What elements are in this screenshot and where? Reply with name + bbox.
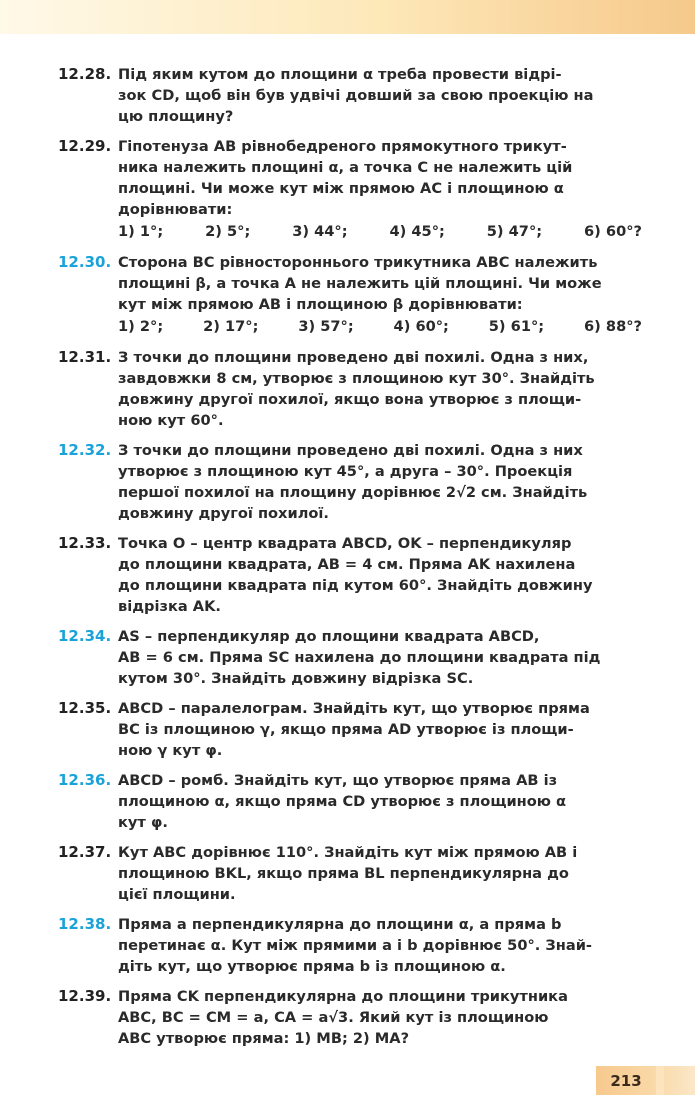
problem-line: утворює з площиною кут 45°, а друга – 30°. Проекція <box>118 463 573 480</box>
answer-options <box>118 315 646 338</box>
problem-item <box>58 770 646 833</box>
problem-line: ABCD – ромб. Знайдіть кут, що утворює пряма AB із <box>118 772 558 789</box>
problem-item <box>58 914 646 977</box>
problem-number: 12.32. <box>58 441 112 459</box>
problem-text <box>118 914 646 977</box>
problem-item <box>58 986 646 1049</box>
problem-line: перетинає α. Кут між прямими a і b дорівнює 50°. Знай- <box>118 937 592 954</box>
page-number: 213 <box>610 1072 642 1090</box>
problem-line: З точки до площини проведено дві похилі. Одна з них <box>118 442 583 459</box>
problem-line: ною γ кут φ. <box>118 742 223 759</box>
problem-item <box>58 626 646 689</box>
problem-line: до площини квадрата під кутом 60°. Знайдіть довжину <box>118 577 593 594</box>
problem-line: площиною BKL, якщо пряма BL перпендикулярна до <box>118 865 569 882</box>
problem-line: ABCD – паралелограм. Знайдіть кут, що утворює пряма <box>118 700 590 717</box>
problem-text <box>118 64 646 127</box>
problem-line: Кут ABC дорівнює 110°. Знайдіть кут між прямою AB і <box>118 844 578 861</box>
problem-text <box>118 626 646 689</box>
answer-option: 1) 2°; <box>118 318 164 335</box>
problem-line: цієї площини. <box>118 886 236 903</box>
answer-option: 3) 44°; <box>292 223 348 240</box>
answer-option: 2) 5°; <box>205 223 251 240</box>
problem-line: ника належить площині α, а точка C не належить цій <box>118 159 573 176</box>
problem-item <box>58 347 646 431</box>
problem-line: дорівнювати: <box>118 201 233 218</box>
problem-line: площиною α, якщо пряма CD утворює з площиною α <box>118 793 567 810</box>
answer-option: 4) 60°; <box>393 318 449 335</box>
problem-list <box>58 64 646 1058</box>
answer-option: 2) 17°; <box>203 318 259 335</box>
problem-text <box>118 698 646 761</box>
top-decorative-band <box>0 0 695 34</box>
problem-line: до площини квадрата, AB = 4 см. Пряма AK нахилена <box>118 556 576 573</box>
answer-option: 3) 57°; <box>298 318 354 335</box>
problem-number: 12.37. <box>58 843 112 861</box>
problem-item <box>58 698 646 761</box>
problem-number: 12.36. <box>58 771 112 789</box>
page-corner-stripe <box>656 1066 664 1095</box>
problem-text <box>118 770 646 833</box>
problem-line: завдовжки 8 см, утворює з площиною кут 30°. Знайдіть <box>118 370 595 387</box>
problem-number: 12.29. <box>58 137 112 155</box>
problem-item <box>58 136 646 243</box>
problem-line: Точка O – центр квадрата ABCD, OK – перпендикуляр <box>118 535 572 552</box>
answer-option: 4) 45°; <box>389 223 445 240</box>
problem-line: AB = 6 см. Пряма SC нахилена до площини квадрата під <box>118 649 601 666</box>
answer-option: 5) 47°; <box>486 223 543 240</box>
problem-text <box>118 533 646 617</box>
problem-text <box>118 986 646 1049</box>
answer-options <box>118 220 646 243</box>
problem-item <box>58 842 646 905</box>
problem-line: Пряма a перпендикулярна до площини α, а пряма b <box>118 916 562 933</box>
problem-line: ABC утворює пряма: 1) MB; 2) MA? <box>118 1030 410 1047</box>
problem-line: довжину другої похилої. <box>118 505 329 522</box>
problem-number: 12.39. <box>58 987 112 1005</box>
problem-line: відрізка AK. <box>118 598 221 615</box>
answer-option: 1) 1°; <box>118 223 164 240</box>
problem-line: кутом 30°. Знайдіть довжину відрізка SC. <box>118 670 474 687</box>
problem-text <box>118 252 646 338</box>
problem-number: 12.34. <box>58 627 112 645</box>
problem-text <box>118 136 646 243</box>
problem-line: З точки до площини проведено дві похилі. Одна з них, <box>118 349 589 366</box>
problem-number: 12.30. <box>58 253 112 271</box>
problem-line: Пряма CK перпендикулярна до площини трикутника <box>118 988 568 1005</box>
problem-line: кут між прямою AB і площиною β дорівнювати: <box>118 296 523 313</box>
problem-item <box>58 64 646 127</box>
problem-line: Під яким кутом до площини α треба провести відрі- <box>118 66 562 83</box>
problem-item <box>58 252 646 338</box>
answer-option: 5) 61°; <box>488 318 545 335</box>
problem-line: цю площину? <box>118 108 234 125</box>
problem-line: ABC, BC = CM = a, CA = a√3. Який кут із площиною <box>118 1009 549 1026</box>
problem-line: AS – перпендикуляр до площини квадрата ABCD, <box>118 628 540 645</box>
problem-line: діть кут, що утворює пряма b із площиною α. <box>118 958 506 975</box>
problem-number: 12.35. <box>58 699 112 717</box>
problem-line: кут φ. <box>118 814 168 831</box>
problem-line: площині. Чи може кут між прямою AC і площиною α <box>118 180 564 197</box>
problem-item <box>58 533 646 617</box>
problem-text <box>118 842 646 905</box>
problem-text <box>118 347 646 431</box>
problem-line: BC із площиною γ, якщо пряма AD утворює із площи- <box>118 721 574 738</box>
problem-number: 12.38. <box>58 915 112 933</box>
problem-line: Гіпотенуза AB рівнобедреного прямокутного трикут- <box>118 138 567 155</box>
problem-line: зок CD, щоб він був удвічі довший за свою проекцію на <box>118 87 594 104</box>
problem-line: Сторона BC рівностороннього трикутника ABC належить <box>118 254 598 271</box>
problem-line: площині β, а точка A не належить цій площині. Чи може <box>118 275 602 292</box>
problem-text <box>118 440 646 524</box>
answer-option: 6) 88°? <box>584 318 642 335</box>
problem-number: 12.33. <box>58 534 112 552</box>
problem-line: ною кут 60°. <box>118 412 224 429</box>
problem-line: довжину другої похилої, якщо вона утворює з площи- <box>118 391 582 408</box>
problem-item <box>58 440 646 524</box>
problem-line: першої похилої на площину дорівнює 2√2 см. Знайдіть <box>118 484 588 501</box>
answer-option: 6) 60°? <box>584 223 642 240</box>
problem-number: 12.31. <box>58 348 112 366</box>
problem-number: 12.28. <box>58 65 112 83</box>
